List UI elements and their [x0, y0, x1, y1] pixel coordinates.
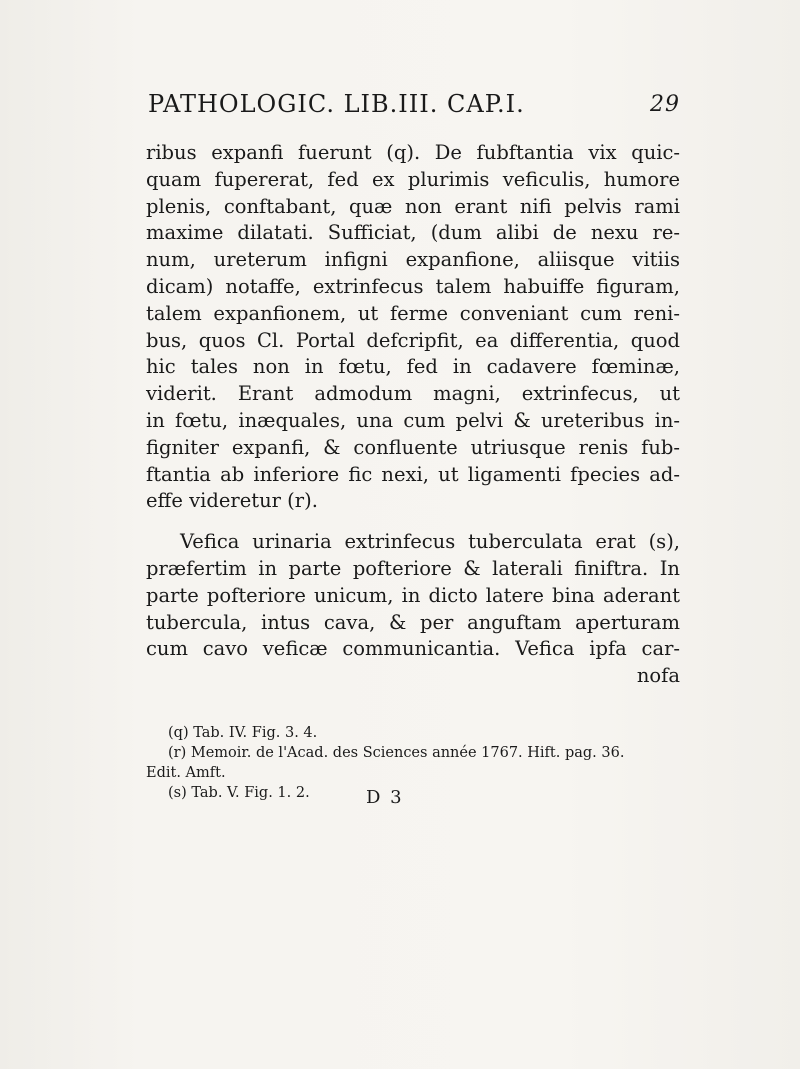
text-line: Vefica urinaria extrinfecus tuberculata erat (s), — [180, 530, 680, 554]
text-line: ribus expanfi fuerunt (q). De fubftantia vix quic- — [146, 141, 680, 164]
text-line: tubercula, intus cava, & per anguftam aperturam — [146, 610, 680, 634]
text-line: ftantia ab inferiore fic nexi, ut ligamenti fpecies ad- — [146, 462, 680, 486]
text-line: figniter expanfi, & confluente utriusque renis fub- — [146, 435, 680, 459]
running-head-title: PATHOLOGIC. LIB.III. CAP.I. — [148, 90, 525, 118]
text-line: cum cavo veficæ communicantia. Vefica ipfa car- — [146, 637, 680, 661]
footnote-r: (r) Memoir. de l'Acad. des Sciences année 1767. Hift. pag. 36. — [168, 745, 625, 761]
text-line: plenis, conftabant, quæ non erant nifi pelvis rami — [146, 194, 680, 218]
text-line: dicam) notaffe, extrinfecus talem habuiffe figuram, — [146, 274, 680, 298]
text-line: parte pofteriore unicum, in dicto latere bina aderant — [146, 583, 680, 607]
footnote-q: (q) Tab. IV. Fig. 3. 4. — [168, 725, 318, 741]
paragraph-1 — [146, 140, 680, 515]
text-line: num, ureterum infigni expanfione, aliisque vitiis — [146, 248, 680, 272]
page-number: 29 — [650, 92, 680, 117]
paragraph-2 — [146, 529, 680, 690]
text-line: in fœtu, inæquales, una cum pelvi & ureteribus in- — [146, 408, 680, 432]
text-line: præfertim in parte pofteriore & laterali finiftra. In — [146, 556, 680, 580]
footnotes — [146, 723, 706, 803]
text-line: maxime dilatati. Sufficiat, (dum alibi de nexu re- — [146, 221, 680, 245]
text-line: viderit. Erant admodum magni, extrinfecus, ut — [146, 382, 680, 406]
text-line: quam fupererat, fed ex plurimis veficulis, humore — [146, 167, 680, 191]
footnote-r-continued: Edit. Amft. — [146, 765, 226, 781]
catchword: nofa — [636, 664, 680, 688]
running-head — [148, 90, 688, 118]
text-line: effe videretur (r). — [146, 489, 318, 513]
footnote-s: (s) Tab. V. Fig. 1. 2. — [168, 785, 310, 801]
text-line: bus, quos Cl. Portal defcripfit, ea differentia, quod — [146, 328, 680, 352]
text-line: hic tales non in fœtu, fed in cadavere fœminæ, — [146, 355, 680, 379]
body-text — [146, 140, 680, 690]
signature-mark: D 3 — [366, 787, 404, 808]
text-line: talem expanfionem, ut ferme conveniant cum reni- — [146, 301, 680, 325]
